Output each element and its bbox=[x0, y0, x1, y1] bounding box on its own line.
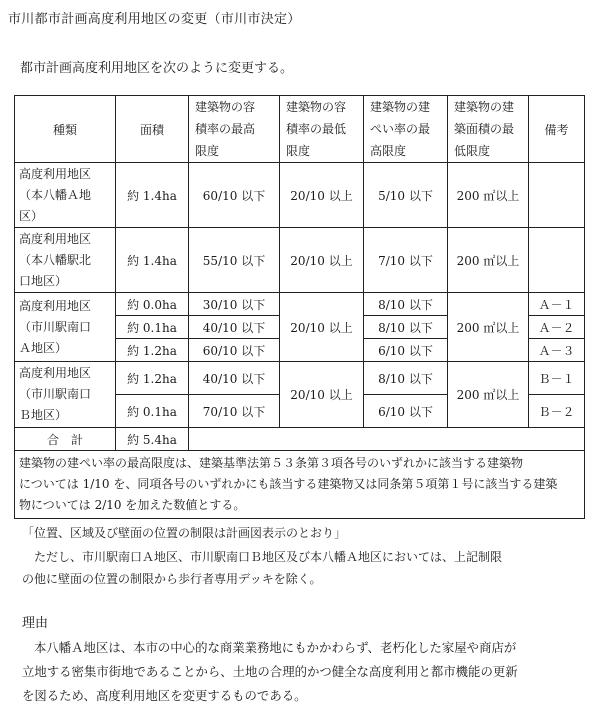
max-bcr-cell: 8/10 以下 bbox=[364, 316, 448, 339]
remarks-cell: Ａ－１ bbox=[529, 293, 585, 316]
page-title: 市川都市計画高度利用地区の変更（市川市決定） bbox=[8, 12, 301, 27]
max-bcr-cell: 6/10 以下 bbox=[364, 395, 448, 428]
plan-map-note: 「位置、区域及び壁面の位置の制限は計画図表示のとおり」 bbox=[22, 526, 347, 540]
remarks-cell: Ｂ－１ bbox=[529, 362, 585, 395]
note-row bbox=[15, 451, 585, 519]
area-cell: 約 1.4ha bbox=[116, 228, 189, 293]
header-max-bcr: 建築物の建 ぺい率の最 高限度 bbox=[364, 96, 448, 163]
wall-restriction-line-1: ただし、市川駅南口Ａ地区、市川駅南口Ｂ地区及び本八幡Ａ地区においては、上記制限 bbox=[34, 550, 503, 564]
district-name: 高度利用地区 （市川駅南口 Ｂ地区） bbox=[15, 362, 116, 428]
max-far-cell: 40/10 以下 bbox=[189, 362, 280, 395]
header-row bbox=[15, 96, 585, 163]
min-far-cell: 20/10 以上 bbox=[280, 228, 364, 293]
min-building-area-cell: 200 ㎡以上 bbox=[448, 228, 529, 293]
remarks-cell: Ａ－３ bbox=[529, 339, 585, 362]
max-far-cell: 55/10 以下 bbox=[189, 228, 280, 293]
min-building-area-cell: 200 ㎡以上 bbox=[448, 362, 529, 428]
remarks-cell bbox=[529, 228, 585, 293]
header-max-far: 建築物の容 積率の最高 限度 bbox=[189, 96, 280, 163]
header-kind: 種類 bbox=[15, 96, 116, 163]
min-far-cell: 20/10 以上 bbox=[280, 163, 364, 228]
total-area: 約 5.4ha bbox=[116, 428, 189, 451]
total-blank-cell bbox=[189, 428, 585, 451]
min-far-cell: 20/10 以上 bbox=[280, 362, 364, 428]
table-row bbox=[15, 293, 585, 316]
reason-line: 本八幡Ａ地区は、本市の中心的な商業業務地にもかかわらず、老朽化した家屋や商店が bbox=[34, 640, 517, 655]
min-building-area-cell: 200 ㎡以上 bbox=[448, 293, 529, 362]
max-bcr-cell: 6/10 以下 bbox=[364, 339, 448, 362]
district-name: 高度利用地区 （市川駅南口 Ａ地区） bbox=[15, 293, 116, 362]
header-min-building-area: 建築物の建 築面積の最 低限度 bbox=[448, 96, 529, 163]
area-cell: 約 1.4ha bbox=[116, 163, 189, 228]
table-row bbox=[15, 228, 585, 293]
total-label: 合 計 bbox=[15, 428, 116, 451]
reason-line: を図るため、高度利用地区を変更するものである。 bbox=[22, 688, 307, 703]
total-row bbox=[15, 428, 585, 451]
header-remarks: 備考 bbox=[529, 96, 585, 163]
max-far-cell: 60/10 以下 bbox=[189, 339, 280, 362]
district-name: 高度利用地区 （本八幡駅北 口地区） bbox=[15, 228, 116, 293]
district-name: 高度利用地区 （本八幡Ａ地 区） bbox=[15, 163, 116, 228]
max-bcr-cell: 7/10 以下 bbox=[364, 228, 448, 293]
wall-restriction-line-2: の他に壁面の位置の制限から歩行者専用デッキを除く。 bbox=[22, 572, 322, 586]
area-cell: 約 1.2ha bbox=[116, 339, 189, 362]
max-far-cell: 70/10 以下 bbox=[189, 395, 280, 428]
reason-body bbox=[22, 636, 597, 708]
remarks-cell: Ａ－２ bbox=[529, 316, 585, 339]
header-area: 面積 bbox=[116, 96, 189, 163]
area-cell: 約 0.0ha bbox=[116, 293, 189, 316]
table-row bbox=[15, 163, 585, 228]
intro-text: 都市計画高度利用地区を次のように変更する。 bbox=[20, 61, 294, 76]
area-cell: 約 1.2ha bbox=[116, 362, 189, 395]
area-cell: 約 0.1ha bbox=[116, 395, 189, 428]
remarks-cell: Ｂ－２ bbox=[529, 395, 585, 428]
max-far-cell: 30/10 以下 bbox=[189, 293, 280, 316]
max-far-cell: 40/10 以下 bbox=[189, 316, 280, 339]
max-bcr-cell: 8/10 以下 bbox=[364, 293, 448, 316]
min-building-area-cell: 200 ㎡以上 bbox=[448, 163, 529, 228]
district-table bbox=[14, 95, 585, 519]
reason-line: 立地する密集市街地であることから、土地の合理的かつ健全な高度利用と都市機能の更新 bbox=[22, 664, 518, 679]
max-bcr-cell: 8/10 以下 bbox=[364, 362, 448, 395]
reason-heading: 理由 bbox=[22, 616, 49, 631]
table-row bbox=[15, 362, 585, 395]
area-cell: 約 0.1ha bbox=[116, 316, 189, 339]
header-min-far: 建築物の容 積率の最低 限度 bbox=[280, 96, 364, 163]
max-bcr-cell: 5/10 以下 bbox=[364, 163, 448, 228]
remarks-cell bbox=[529, 163, 585, 228]
min-far-cell: 20/10 以上 bbox=[280, 293, 364, 362]
bcr-note: 建築物の建ぺい率の最高限度は、建築基準法第５３条第３項各号のいずれかに該当する建築物 については 1/10 を、同項各号のいずれかにも該当する建築物又は同条第５項第１号に該当する建築 物については 2/10 を加えた数値とする。 bbox=[15, 451, 585, 519]
max-far-cell: 60/10 以下 bbox=[189, 163, 280, 228]
